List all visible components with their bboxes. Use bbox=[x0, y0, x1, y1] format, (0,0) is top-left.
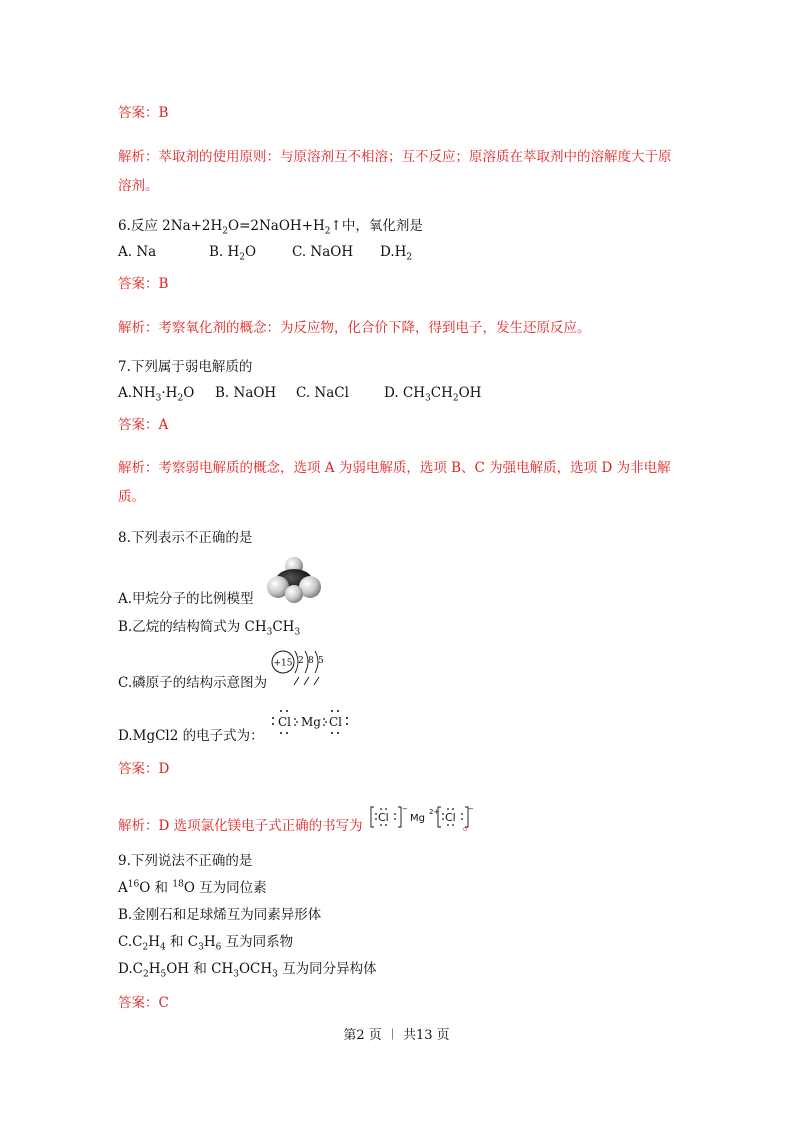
q8-option-b: B.乙烷的结构简式为 $CH_3CH_3$ bbox=[118, 619, 301, 638]
q6-stem: 6.反应 $2Na+2H_2O=2NaOH+H_2↑$中，氧化剂是 bbox=[118, 218, 423, 237]
q6-option-a: A. Na bbox=[118, 244, 157, 260]
q9-answer: 答案：C bbox=[118, 995, 169, 1011]
q6-option-c: C. NaOH bbox=[292, 244, 354, 260]
correct-cl-left-charge: − bbox=[402, 805, 408, 813]
q6-options bbox=[118, 243, 412, 261]
phosphorus-atom-structure-icon bbox=[268, 647, 330, 691]
q7-option-d: D. $CH_3CH_2OH$ bbox=[384, 385, 482, 404]
q9-option-d: $D.C_2H_5OH$ 和 $CH_3OCH_3$ 互为同分异构体 bbox=[118, 961, 377, 980]
q9-option-a: $A^{16}O$ 和 $^{18}$O 互为同位素 bbox=[118, 879, 267, 896]
q7-option-a: $A.NH_3\cdot H_2O$ bbox=[118, 385, 195, 404]
q8-analysis: 解析：D 选项氯化镁电子式正确的书写为 。 bbox=[118, 818, 477, 834]
q8-answer: 答案：D bbox=[118, 761, 170, 777]
q6-option-b: B. $H_2O$ bbox=[209, 244, 257, 263]
q6-option-d: $D.H_2$ bbox=[380, 244, 413, 263]
q9-stem: 9.下列说法不正确的是 bbox=[118, 853, 253, 869]
page-footer: 第2 页 ︱ 共13 页 bbox=[343, 1028, 450, 1043]
q5-answer: 答案：B bbox=[118, 105, 169, 121]
correct-mg: Mg bbox=[410, 813, 425, 824]
shell-3-label: 5 bbox=[318, 656, 324, 666]
mgcl2-electron-formula-icon bbox=[266, 706, 356, 738]
shell-1-label: 2 bbox=[298, 656, 304, 666]
correct-cl-left: Cl bbox=[378, 811, 389, 824]
shell-2-label: 8 bbox=[308, 656, 314, 666]
q9-option-c: $C.C_2H_4$ 和 $C_3H_6$ 互为同系物 bbox=[118, 934, 294, 953]
correct-cl-right: Cl bbox=[445, 811, 456, 824]
q7-option-b: B. NaOH bbox=[215, 385, 277, 401]
dot-formula-cl-right: Cl bbox=[329, 715, 343, 729]
methane-space-filling-model-icon bbox=[265, 556, 323, 604]
dot-formula-cl-left: Cl bbox=[278, 715, 292, 729]
q9-option-b: B.金刚石和足球烯互为同素异形体 bbox=[118, 907, 322, 923]
correct-cl-right-charge: − bbox=[468, 805, 474, 813]
atom-nucleus-label: +15 bbox=[273, 658, 293, 669]
q6-answer: 答案：B bbox=[118, 276, 169, 292]
q7-options bbox=[118, 384, 481, 402]
q7-option-c: C. NaCl bbox=[296, 385, 349, 401]
q8-stem: 8.下列表示不正确的是 bbox=[118, 530, 253, 546]
q5-analysis: 解析：萃取剂的使用原则：与原溶剂互不相溶；互不反应；原溶质在萃取剂中的溶解度大于原溶剂。 bbox=[118, 149, 672, 194]
q7-stem: 7.下列属于弱电解质的 bbox=[118, 359, 253, 375]
q8-option-c: C.磷原子的结构示意图为 bbox=[118, 675, 268, 691]
correct-mg-charge: 2+ bbox=[429, 808, 440, 816]
q7-answer: 答案：A bbox=[118, 417, 169, 433]
mgcl2-correct-electron-formula-icon bbox=[370, 802, 472, 832]
q8-option-d: D.MgCl2 的电子式为： bbox=[118, 728, 264, 744]
q7-analysis: 解析：考察弱电解质的概念，选项 A 为弱电解质，选项 B、C 为强电解质，选项 D 为非电解质。 bbox=[118, 460, 671, 505]
q8-option-a: A.甲烷分子的比例模型 bbox=[118, 591, 254, 607]
dot-formula-mg: Mg bbox=[301, 715, 321, 729]
q6-analysis: 解析：考察氧化剂的概念：为反应物，化合价下降，得到电子，发生还原反应。 bbox=[118, 320, 591, 336]
